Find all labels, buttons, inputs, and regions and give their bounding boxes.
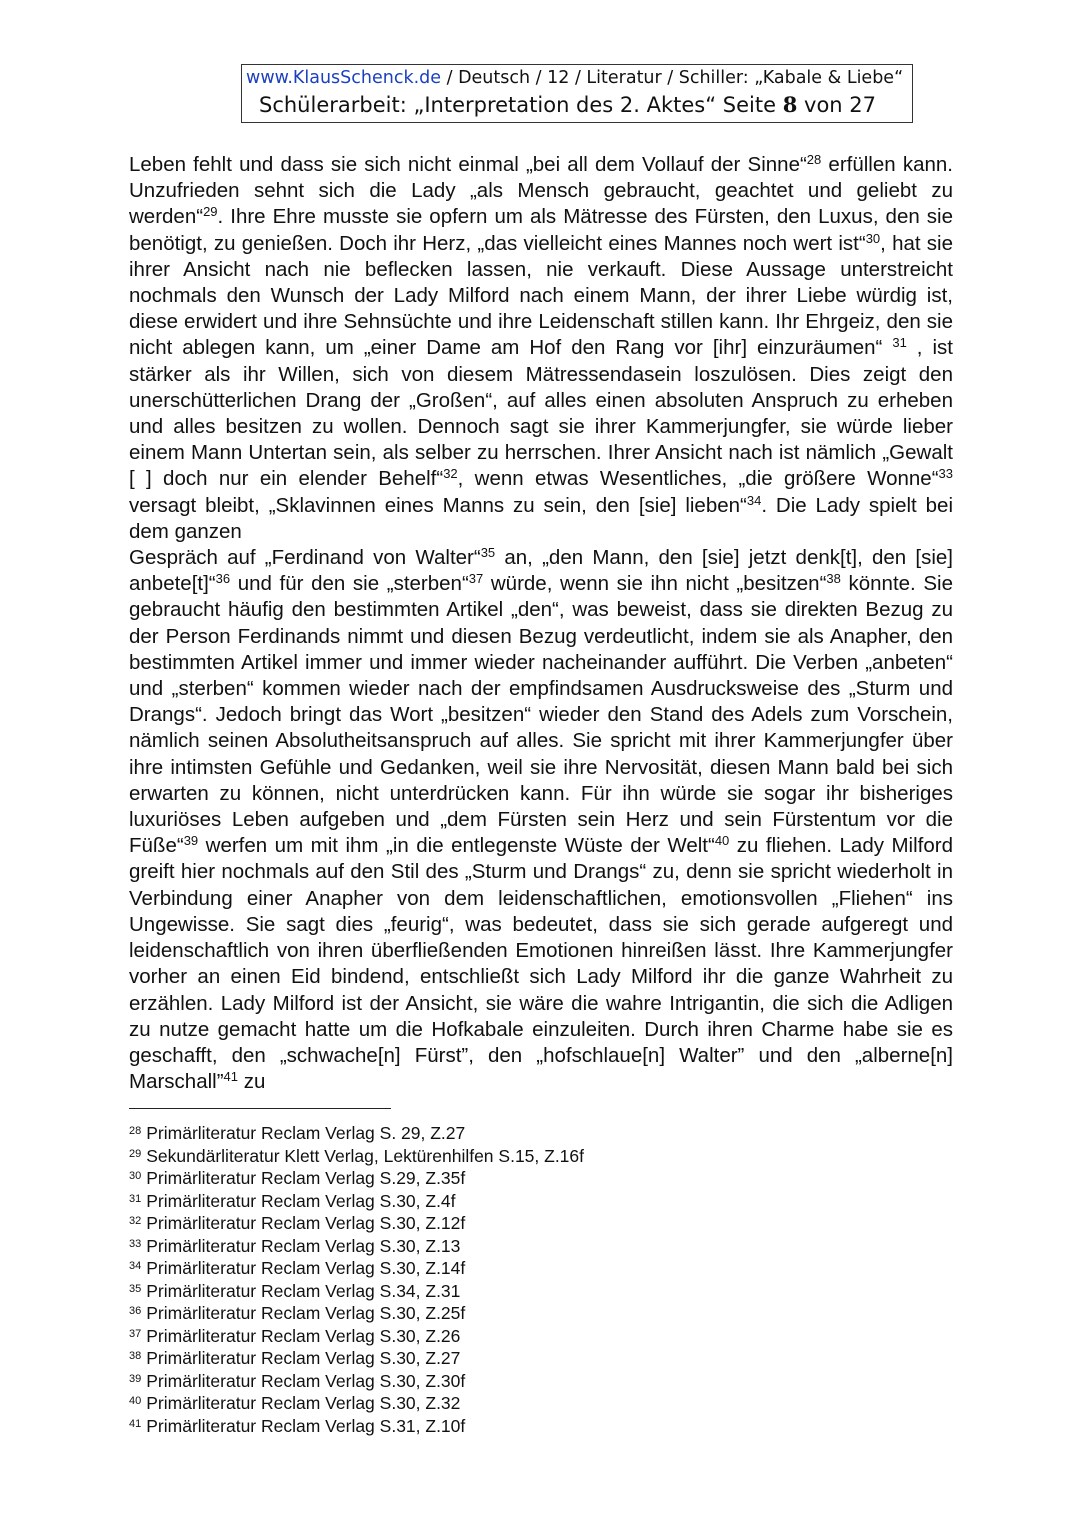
body-text bbox=[129, 152, 953, 1095]
page-total-text: von 27 bbox=[797, 93, 877, 117]
footnote-text: Primärliteratur Reclam Verlag S.30, Z.32 bbox=[146, 1393, 461, 1413]
footnote-reference: 37 bbox=[468, 571, 484, 587]
footnote-reference: 38 bbox=[826, 571, 841, 587]
footnote-item bbox=[129, 1280, 929, 1303]
footnote-reference: 41 bbox=[223, 1069, 239, 1085]
text-segment: versagt bleibt, „Sklavinnen eines Manns zu sein, den [sie] lieben“ bbox=[129, 493, 747, 517]
footnote-number: 30 bbox=[129, 1170, 142, 1182]
footnote-text: Primärliteratur Reclam Verlag S.29, Z.35f bbox=[146, 1168, 466, 1188]
footnote-number: 39 bbox=[129, 1372, 142, 1385]
text-segment: Leben fehlt und dass sie sich nicht einmal „bei all dem Vollauf der Sinne“ bbox=[129, 153, 807, 176]
body-paragraph bbox=[129, 152, 953, 545]
footnote-reference: 31 bbox=[892, 335, 907, 351]
footnote-text: Primärliteratur Reclam Verlag S.30, Z.30f bbox=[146, 1370, 466, 1391]
header-work-title bbox=[246, 90, 912, 120]
footnote-text: Primärliteratur Reclam Verlag S.30, Z.13 bbox=[146, 1235, 461, 1256]
footnote-text: Primärliteratur Reclam Verlag S. 29, Z.27 bbox=[146, 1123, 466, 1143]
footnote-text: Primärliteratur Reclam Verlag S.30, Z.4f bbox=[146, 1190, 456, 1211]
footnote-reference: 32 bbox=[443, 466, 458, 482]
footnote-text: Primärliteratur Reclam Verlag S.30, Z.26 bbox=[146, 1325, 461, 1346]
footnote-reference: 34 bbox=[746, 492, 762, 508]
footnote-item bbox=[129, 1145, 929, 1168]
website-link[interactable]: www.KlausSchenck.de bbox=[246, 68, 442, 88]
text-segment: zu fliehen. Lady Milford greift hier nochmals auf den Stil des „Sturm und Drangs“ zu, denn sie spricht wiederholt in Verbindung einer Anapher von dem leidenschaftlichen, emotionsvollen „Fliehen“ ins Ungewisse. Sie sagt dies „feurig“, was bedeutet, dass sie sich gerade aufgeregt und leidenschaftlich von ihren überfließenden Emotionen hinreißen lässt. Ihre Kammerjungfer vorher an einen Eid bindend, entschließt sich Lady Milford ihr die ganze Wahrheit zu erzählen. Lady Milford ist der Ansicht, sie wäre die wahre Intrigantin, die sich die Adligen zu nutze gemacht hatte um die Hofkabale einzuleiten. Durch ihren Charme habe sie es geschafft, den „schwache[n] Fürst”, den „hofschlaue[n] Walter” und den „alberne[n] Marschall” bbox=[129, 834, 953, 1094]
page-number: 8 bbox=[782, 92, 798, 117]
course-path-text: / Deutsch / 12 / Literatur / Schiller: „Kabale & Liebe“ bbox=[441, 68, 904, 88]
footnote-item bbox=[129, 1325, 929, 1348]
text-segment: . Die Lady spielt bei dem ganzen bbox=[129, 493, 953, 543]
text-segment: und für den sie „sterben“ bbox=[230, 572, 469, 596]
footnote-text: Primärliteratur Reclam Verlag S.30, Z.27 bbox=[146, 1348, 461, 1368]
footnote-item bbox=[129, 1167, 929, 1190]
footnote-number: 32 bbox=[129, 1215, 142, 1227]
footnote-item bbox=[129, 1370, 929, 1393]
footnote-reference: 29 bbox=[203, 204, 218, 220]
footnote-text: Primärliteratur Reclam Verlag S.31, Z.10f bbox=[146, 1415, 466, 1436]
footnote-item bbox=[129, 1122, 929, 1145]
body-paragraph bbox=[129, 545, 953, 1095]
footnote-text: Primärliteratur Reclam Verlag S.34, Z.31 bbox=[146, 1280, 461, 1301]
footnote-item bbox=[129, 1347, 929, 1370]
footnote-number: 29 bbox=[129, 1147, 142, 1160]
footnote-text: Primärliteratur Reclam Verlag S.30, Z.12f bbox=[146, 1213, 466, 1233]
text-segment: , wenn etwas Wesentliches, „die größere Wonne“ bbox=[457, 467, 939, 491]
text-segment: Gespräch auf „Ferdinand von Walter“ bbox=[129, 546, 481, 570]
footnote-reference: 40 bbox=[714, 833, 730, 849]
footnote-reference: 28 bbox=[806, 152, 822, 167]
footnote-number: 35 bbox=[129, 1282, 142, 1295]
text-segment: an, „den Mann, den [sie] jetzt denk[t], den [sie] anbete[t]“ bbox=[129, 546, 953, 596]
text-segment: werfen um mit ihm „in die entlegenste Wüste der Welt“ bbox=[198, 834, 715, 858]
footnote-text: Primärliteratur Reclam Verlag S.30, Z.14f bbox=[146, 1258, 466, 1278]
footnote-item bbox=[129, 1257, 929, 1280]
footnote-reference: 30 bbox=[865, 230, 881, 246]
footnote-number: 36 bbox=[129, 1305, 142, 1317]
footnote-reference: 33 bbox=[938, 466, 953, 482]
footnote-item bbox=[129, 1235, 929, 1258]
text-segment: . Ihre Ehre musste sie opfern um als Mätresse des Fürsten, den Luxus, den sie benötigt, zu genießen. Doch ihr Herz, „das vielleicht eines Mannes noch wert ist“ bbox=[129, 205, 953, 255]
footnote-text: Primärliteratur Reclam Verlag S.30, Z.25f bbox=[146, 1303, 466, 1323]
work-title-text: Schülerarbeit: „Interpretation des 2. Aktes“ Seite bbox=[259, 93, 783, 117]
footnote-number: 31 bbox=[129, 1192, 142, 1205]
page-header bbox=[241, 64, 913, 123]
footnote-reference: 35 bbox=[480, 545, 496, 561]
footnote-reference: 36 bbox=[215, 571, 231, 587]
footnote-item bbox=[129, 1302, 929, 1325]
footnote-number: 41 bbox=[129, 1417, 142, 1430]
text-segment: zu bbox=[238, 1070, 266, 1094]
footnote-number: 34 bbox=[129, 1260, 142, 1272]
footnote-item bbox=[129, 1190, 929, 1213]
header-course-path bbox=[246, 66, 912, 90]
footnote-number: 37 bbox=[129, 1327, 142, 1340]
footnote-number: 40 bbox=[129, 1395, 142, 1407]
text-segment: erfüllen kann. Unzufrieden sehnt sich die Lady „als Mensch gebraucht, geachtet und geliebt zu werden“ bbox=[129, 153, 953, 229]
footnote-reference: 39 bbox=[183, 833, 199, 849]
text-segment: würde, wenn sie ihn nicht „besitzen“ bbox=[483, 572, 827, 596]
text-segment: , hat sie ihrer Ansicht nach nie beflecken lassen, nie verkauft. Diese Aussage unterstreicht nochmals den Wunsch der Lady Milford nach einem Mann, der ihrer Liebe würdig ist, diese erwidert und ihre Sehnsüchte und ihre Leidenschaft stillen kann. Ihr Ehrgeiz, den sie nicht ablegen kann, um „einer Dame am Hof den Rang vor [ihr] einzuräumen“ bbox=[129, 231, 953, 360]
footnote-number: 38 bbox=[129, 1350, 142, 1362]
footnote-item bbox=[129, 1392, 929, 1415]
text-segment: könnte. Sie gebraucht häufig den bestimmten Artikel „den“, was beweist, dass sie direkten Bezug zu der Person Ferdinands nimmt und diesen Bezug verdeutlicht, indem sie als Anapher, den bestimmten Artikel immer und immer wieder nacheinander aufführt. Die Verben „anbeten“ und „sterben“ kommen wieder nach der empfindsamen Ausdrucksweise des „Sturm und Drangs“. Jedoch bringt das Wort „besitzen“ wieder den Stand des Adels zum Vorschein, nämlich seinen Absolutheitsanspruch auf alles. Sie spricht mit ihrer Kammerjungfer über ihre intimsten Gefühle und Gedanken, weil sie ihre Nervosität, diesen Mann bald bei sich erwarten zu können, nicht unterdrücken kann. Für ihn würde sie sogar ihr bisheriges luxuriöses Leben aufgeben und „dem Fürsten sein Herz und sein Fürstentum vor die Füße“ bbox=[129, 572, 953, 858]
footnote-text: Sekundärliteratur Klett Verlag, Lektürenhilfen S.15, Z.16f bbox=[146, 1145, 585, 1166]
footnote-number: 33 bbox=[129, 1237, 142, 1250]
footnote-number: 28 bbox=[129, 1125, 142, 1137]
footnotes-list bbox=[129, 1122, 929, 1437]
text-segment: , ist stärker als ihr Willen, sich von diesem Mätressendasein loszulösen. Dies zeigt den unerschütterlichen Drang der „Großen“, auf alles einen absoluten Anspruch zu erheben und alles besitzen zu wollen. Dennoch sagt sie ihrer Kammerjungfer, sie würde lieber einem Mann Untertan sein, als selber zu herrschen. Ihrer Ansicht nach ist nämlich „Gewalt [ ] doch nur ein elender Behelf“ bbox=[129, 336, 953, 491]
footnote-item bbox=[129, 1212, 929, 1235]
footnote-item bbox=[129, 1415, 929, 1438]
footnote-divider bbox=[129, 1108, 391, 1109]
